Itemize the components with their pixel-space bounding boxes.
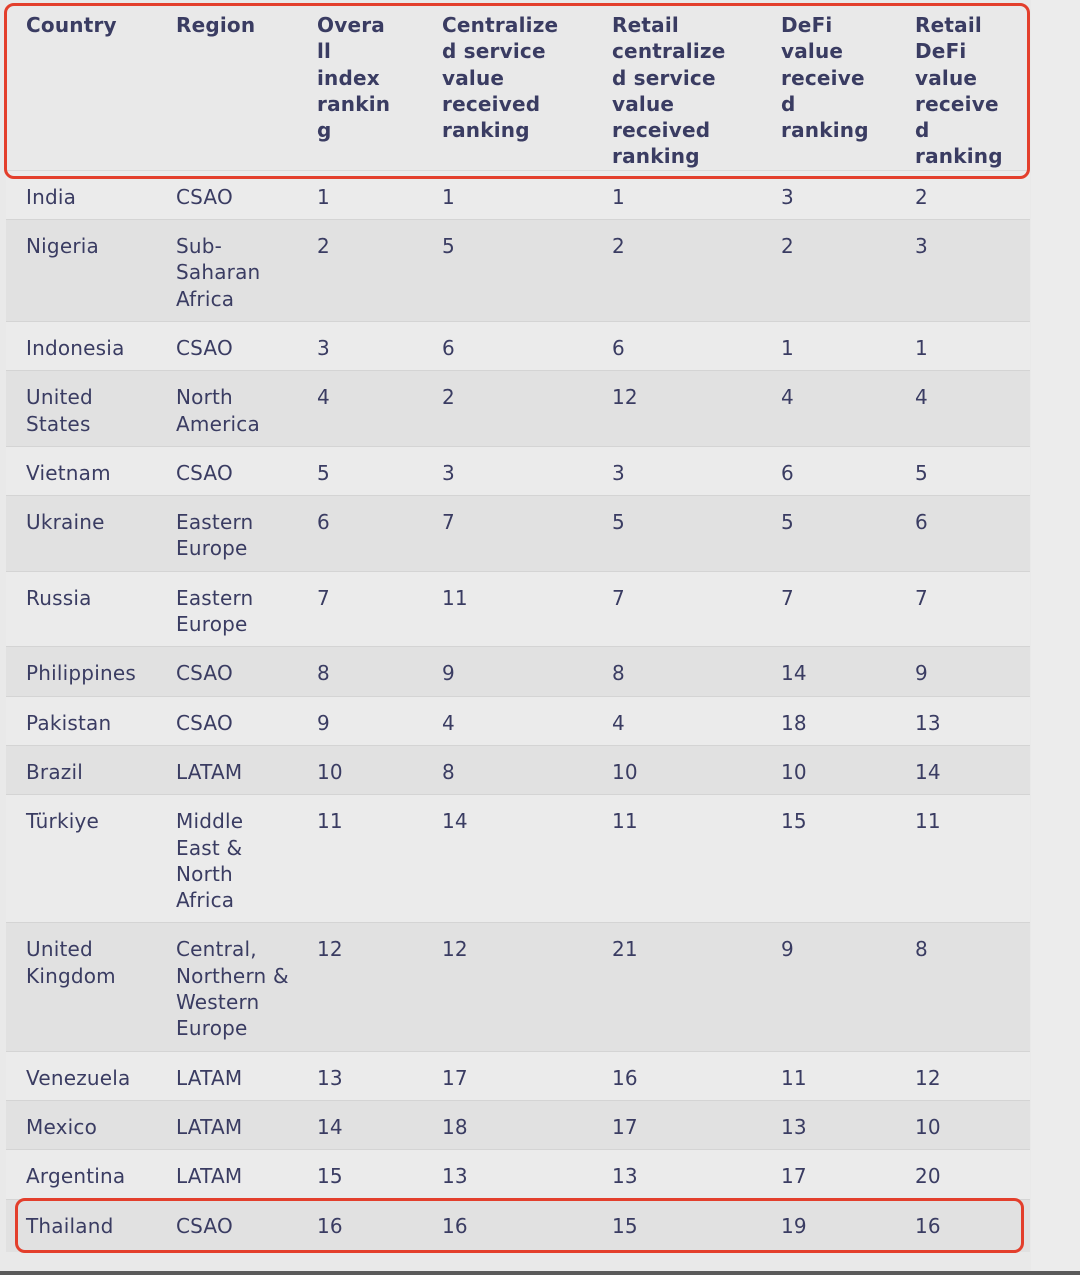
retail-centralized-ranking-value: 4	[612, 710, 625, 735]
cell-region	[156, 571, 297, 647]
cell-country	[6, 745, 156, 794]
region-value: LATAM	[176, 1065, 243, 1090]
overall-index-ranking-value: 12	[317, 937, 343, 962]
defi-ranking-value: 6	[781, 460, 794, 485]
cell-region	[156, 446, 297, 495]
defi-ranking-value: 9	[781, 937, 794, 962]
country-value: Brazil	[26, 759, 84, 784]
cell-defi-ranking	[761, 571, 895, 647]
cell-retail-centralized-ranking	[592, 1100, 761, 1149]
cell-defi-ranking	[761, 696, 895, 745]
table-row	[6, 923, 1030, 1051]
overall-index-ranking-value: 11	[317, 809, 343, 834]
country-value: Mexico	[26, 1114, 98, 1139]
defi-ranking-value: 5	[781, 510, 794, 535]
defi-ranking-value: 7	[781, 585, 794, 610]
cell-defi-ranking	[761, 496, 895, 572]
region-value: CSAO	[176, 661, 233, 686]
defi-ranking-value: 4	[781, 385, 794, 410]
cell-centralized-service-ranking	[422, 571, 592, 647]
country-value: India	[26, 184, 77, 209]
header-retail-centralized-ranking: Retail centralized service value received ranking	[612, 13, 726, 169]
retail-defi-ranking-value: 12	[915, 1065, 941, 1090]
cell-centralized-service-ranking	[422, 321, 592, 370]
table-row	[6, 496, 1030, 572]
defi-ranking-value: 1	[781, 335, 794, 360]
cell-retail-centralized-ranking	[592, 1051, 761, 1100]
retail-defi-ranking-value: 11	[915, 809, 941, 834]
overall-index-ranking-value: 3	[317, 335, 330, 360]
cell-defi-ranking	[761, 321, 895, 370]
country-value: Ukraine	[26, 510, 105, 535]
cell-country	[6, 170, 156, 219]
cell-region	[156, 220, 297, 322]
table-row	[6, 571, 1030, 647]
cell-overall-index-ranking	[297, 321, 422, 370]
cell-overall-index-ranking	[297, 496, 422, 572]
header-centralized-service-ranking: Centralized service value received ranking	[442, 13, 559, 143]
country-value: Russia	[26, 585, 92, 610]
country-value: Thailand	[26, 1213, 114, 1238]
country-value: Pakistan	[26, 710, 112, 735]
cell-overall-index-ranking	[297, 745, 422, 794]
overall-index-ranking-value: 8	[317, 661, 330, 686]
cell-defi-ranking	[761, 745, 895, 794]
retail-defi-ranking-value: 5	[915, 460, 928, 485]
cell-country	[6, 571, 156, 647]
cell-overall-index-ranking	[297, 647, 422, 696]
retail-defi-ranking-value: 14	[915, 759, 941, 784]
table-row	[6, 170, 1030, 219]
header-retail-defi-ranking: Retail DeFi value received ranking	[915, 13, 1003, 169]
region-value: LATAM	[176, 759, 243, 784]
cell-retail-defi-ranking	[895, 170, 1030, 219]
retail-defi-ranking-value: 6	[915, 510, 928, 535]
retail-defi-ranking-value: 7	[915, 585, 928, 610]
cell-country	[6, 1051, 156, 1100]
region-value: CSAO	[176, 1213, 233, 1238]
retail-defi-ranking-value: 4	[915, 385, 928, 410]
cell-country	[6, 446, 156, 495]
centralized-service-ranking-value: 5	[442, 234, 455, 259]
cell-centralized-service-ranking	[422, 647, 592, 696]
cell-centralized-service-ranking	[422, 220, 592, 322]
centralized-service-ranking-value: 2	[442, 385, 455, 410]
table-row	[6, 1100, 1030, 1149]
cell-retail-centralized-ranking	[592, 696, 761, 745]
cell-country	[6, 923, 156, 1051]
centralized-service-ranking-value: 13	[442, 1164, 468, 1189]
cell-retail-defi-ranking	[895, 745, 1030, 794]
header-overall-index-ranking: Overall index ranking	[317, 13, 391, 143]
defi-ranking-value: 13	[781, 1114, 807, 1139]
cell-country	[6, 647, 156, 696]
cell-overall-index-ranking	[297, 371, 422, 447]
table-row	[6, 371, 1030, 447]
table-row	[6, 321, 1030, 370]
defi-ranking-value: 18	[781, 710, 807, 735]
header-row	[6, 0, 1030, 170]
retail-centralized-ranking-value: 2	[612, 234, 625, 259]
cell-region	[156, 696, 297, 745]
cell-defi-ranking	[761, 923, 895, 1051]
cell-country	[6, 496, 156, 572]
cell-country	[6, 1100, 156, 1149]
cell-retail-centralized-ranking	[592, 446, 761, 495]
cell-defi-ranking	[761, 1051, 895, 1100]
centralized-service-ranking-value: 1	[442, 184, 455, 209]
centralized-service-ranking-value: 4	[442, 710, 455, 735]
cell-retail-centralized-ranking	[592, 220, 761, 322]
cell-region	[156, 1199, 297, 1252]
cell-retail-defi-ranking	[895, 795, 1030, 923]
cell-defi-ranking	[761, 647, 895, 696]
cell-overall-index-ranking	[297, 1150, 422, 1199]
cell-country	[6, 371, 156, 447]
defi-ranking-value: 3	[781, 184, 794, 209]
defi-ranking-value: 10	[781, 759, 807, 784]
table-body	[6, 170, 1030, 1252]
cell-retail-defi-ranking	[895, 696, 1030, 745]
cell-country	[6, 220, 156, 322]
cell-retail-defi-ranking	[895, 1199, 1030, 1252]
retail-defi-ranking-value: 1	[915, 335, 928, 360]
cell-centralized-service-ranking	[422, 795, 592, 923]
retail-centralized-ranking-value: 7	[612, 585, 625, 610]
cell-defi-ranking	[761, 220, 895, 322]
cell-centralized-service-ranking	[422, 1100, 592, 1149]
cell-region	[156, 745, 297, 794]
cell-retail-defi-ranking	[895, 923, 1030, 1051]
country-value: Nigeria	[26, 234, 99, 259]
retail-centralized-ranking-value: 16	[612, 1065, 638, 1090]
overall-index-ranking-value: 9	[317, 710, 330, 735]
table-row	[6, 1199, 1030, 1252]
centralized-service-ranking-value: 14	[442, 809, 468, 834]
cell-centralized-service-ranking	[422, 745, 592, 794]
cell-overall-index-ranking	[297, 1100, 422, 1149]
cell-centralized-service-ranking	[422, 1150, 592, 1199]
header-defi-ranking: DeFi value received ranking	[781, 13, 869, 143]
cell-centralized-service-ranking	[422, 446, 592, 495]
retail-defi-ranking-value: 2	[915, 184, 928, 209]
region-value: North America	[176, 385, 260, 436]
cell-retail-defi-ranking	[895, 220, 1030, 322]
overall-index-ranking-value: 1	[317, 184, 330, 209]
cell-retail-defi-ranking	[895, 446, 1030, 495]
cell-country	[6, 321, 156, 370]
cell-centralized-service-ranking	[422, 1199, 592, 1252]
cell-overall-index-ranking	[297, 795, 422, 923]
cell-country	[6, 795, 156, 923]
table-header	[6, 0, 1030, 170]
cell-retail-defi-ranking	[895, 647, 1030, 696]
country-value: Venezuela	[26, 1065, 131, 1090]
defi-ranking-value: 15	[781, 809, 807, 834]
cell-defi-ranking	[761, 1199, 895, 1252]
retail-centralized-ranking-value: 1	[612, 184, 625, 209]
retail-defi-ranking-value: 9	[915, 661, 928, 686]
centralized-service-ranking-value: 7	[442, 510, 455, 535]
overall-index-ranking-value: 4	[317, 385, 330, 410]
table-row	[6, 696, 1030, 745]
centralized-service-ranking-value: 16	[442, 1213, 468, 1238]
cell-defi-ranking	[761, 795, 895, 923]
country-value: United Kingdom	[26, 937, 116, 988]
country-value: Indonesia	[26, 335, 125, 360]
overall-index-ranking-value: 2	[317, 234, 330, 259]
overall-index-ranking-value: 5	[317, 460, 330, 485]
cell-defi-ranking	[761, 446, 895, 495]
cell-defi-ranking	[761, 1100, 895, 1149]
overall-index-ranking-value: 14	[317, 1114, 343, 1139]
country-value: Vietnam	[26, 460, 111, 485]
cell-overall-index-ranking	[297, 220, 422, 322]
centralized-service-ranking-value: 6	[442, 335, 455, 360]
region-value: LATAM	[176, 1114, 243, 1139]
centralized-service-ranking-value: 18	[442, 1114, 468, 1139]
cell-centralized-service-ranking	[422, 496, 592, 572]
retail-centralized-ranking-value: 12	[612, 385, 638, 410]
retail-centralized-ranking-value: 21	[612, 937, 638, 962]
cell-region	[156, 795, 297, 923]
retail-centralized-ranking-value: 15	[612, 1213, 638, 1238]
cell-defi-ranking	[761, 1150, 895, 1199]
cell-retail-defi-ranking	[895, 1150, 1030, 1199]
cell-region	[156, 647, 297, 696]
cell-retail-centralized-ranking	[592, 1199, 761, 1252]
table-row	[6, 446, 1030, 495]
table-row	[6, 795, 1030, 923]
retail-defi-ranking-value: 8	[915, 937, 928, 962]
country-value: Philippines	[26, 661, 136, 686]
cell-region	[156, 321, 297, 370]
region-value: Eastern Europe	[176, 585, 254, 637]
header-country: Country	[26, 13, 117, 37]
retail-centralized-ranking-value: 3	[612, 460, 625, 485]
cell-retail-centralized-ranking	[592, 923, 761, 1051]
centralized-service-ranking-value: 9	[442, 661, 455, 686]
cell-region	[156, 170, 297, 219]
cell-centralized-service-ranking	[422, 923, 592, 1051]
table-row	[6, 1051, 1030, 1100]
cell-centralized-service-ranking	[422, 1051, 592, 1100]
centralized-service-ranking-value: 12	[442, 937, 468, 962]
cell-country	[6, 696, 156, 745]
retail-centralized-ranking-value: 17	[612, 1114, 638, 1139]
country-value: United States	[26, 385, 93, 436]
cell-overall-index-ranking	[297, 696, 422, 745]
centralized-service-ranking-value: 3	[442, 460, 455, 485]
cell-overall-index-ranking	[297, 170, 422, 219]
cell-retail-centralized-ranking	[592, 745, 761, 794]
centralized-service-ranking-value: 17	[442, 1065, 468, 1090]
cell-retail-defi-ranking	[895, 571, 1030, 647]
retail-centralized-ranking-value: 13	[612, 1164, 638, 1189]
bottom-edge	[0, 1271, 1080, 1275]
cell-retail-defi-ranking	[895, 496, 1030, 572]
region-value: Sub-Saharan Africa	[176, 234, 261, 311]
cell-region	[156, 371, 297, 447]
region-value: Central, Northern & Western Europe	[176, 937, 289, 1041]
retail-defi-ranking-value: 13	[915, 710, 941, 735]
country-ranking-table	[6, 0, 1030, 1252]
table-row	[6, 745, 1030, 794]
cell-retail-centralized-ranking	[592, 170, 761, 219]
table-row	[6, 647, 1030, 696]
cell-retail-defi-ranking	[895, 1051, 1030, 1100]
country-value: Türkiye	[26, 809, 100, 834]
defi-ranking-value: 2	[781, 234, 794, 259]
overall-index-ranking-value: 16	[317, 1213, 343, 1238]
cell-overall-index-ranking	[297, 923, 422, 1051]
centralized-service-ranking-value: 11	[442, 585, 468, 610]
cell-retail-centralized-ranking	[592, 321, 761, 370]
retail-centralized-ranking-value: 11	[612, 809, 638, 834]
retail-centralized-ranking-value: 8	[612, 661, 625, 686]
cell-retail-centralized-ranking	[592, 371, 761, 447]
retail-defi-ranking-value: 16	[915, 1213, 941, 1238]
retail-centralized-ranking-value: 6	[612, 335, 625, 360]
retail-defi-ranking-value: 20	[915, 1164, 941, 1189]
region-value: CSAO	[176, 460, 233, 485]
overall-index-ranking-value: 10	[317, 759, 343, 784]
cell-retail-defi-ranking	[895, 321, 1030, 370]
country-value: Argentina	[26, 1164, 126, 1189]
cell-retail-centralized-ranking	[592, 647, 761, 696]
header-region: Region	[176, 13, 256, 37]
cell-centralized-service-ranking	[422, 371, 592, 447]
right-margin	[1031, 0, 1080, 1275]
cell-overall-index-ranking	[297, 571, 422, 647]
region-value: CSAO	[176, 710, 233, 735]
cell-defi-ranking	[761, 371, 895, 447]
retail-centralized-ranking-value: 10	[612, 759, 638, 784]
cell-retail-defi-ranking	[895, 1100, 1030, 1149]
cell-overall-index-ranking	[297, 446, 422, 495]
table-row	[6, 1150, 1030, 1199]
overall-index-ranking-value: 7	[317, 585, 330, 610]
retail-centralized-ranking-value: 5	[612, 510, 625, 535]
overall-index-ranking-value: 6	[317, 510, 330, 535]
overall-index-ranking-value: 15	[317, 1164, 343, 1189]
retail-defi-ranking-value: 10	[915, 1114, 941, 1139]
overall-index-ranking-value: 13	[317, 1065, 343, 1090]
cell-retail-centralized-ranking	[592, 571, 761, 647]
cell-centralized-service-ranking	[422, 170, 592, 219]
cell-retail-centralized-ranking	[592, 1150, 761, 1199]
cell-retail-centralized-ranking	[592, 496, 761, 572]
cell-region	[156, 496, 297, 572]
cell-country	[6, 1150, 156, 1199]
region-value: Middle East & North Africa	[176, 809, 244, 913]
cell-defi-ranking	[761, 170, 895, 219]
cell-region	[156, 1100, 297, 1149]
defi-ranking-value: 14	[781, 661, 807, 686]
centralized-service-ranking-value: 8	[442, 759, 455, 784]
cell-region	[156, 923, 297, 1051]
cell-overall-index-ranking	[297, 1051, 422, 1100]
table-row	[6, 220, 1030, 322]
cell-region	[156, 1051, 297, 1100]
cell-retail-defi-ranking	[895, 371, 1030, 447]
region-value: Eastern Europe	[176, 510, 254, 561]
region-value: CSAO	[176, 335, 233, 360]
retail-defi-ranking-value: 3	[915, 234, 928, 259]
cell-region	[156, 1150, 297, 1199]
cell-centralized-service-ranking	[422, 696, 592, 745]
defi-ranking-value: 17	[781, 1164, 807, 1189]
defi-ranking-value: 11	[781, 1065, 807, 1090]
cell-overall-index-ranking	[297, 1199, 422, 1252]
region-value: CSAO	[176, 184, 233, 209]
defi-ranking-value: 19	[781, 1213, 807, 1238]
cell-country	[6, 1199, 156, 1252]
cell-retail-centralized-ranking	[592, 795, 761, 923]
region-value: LATAM	[176, 1164, 243, 1189]
